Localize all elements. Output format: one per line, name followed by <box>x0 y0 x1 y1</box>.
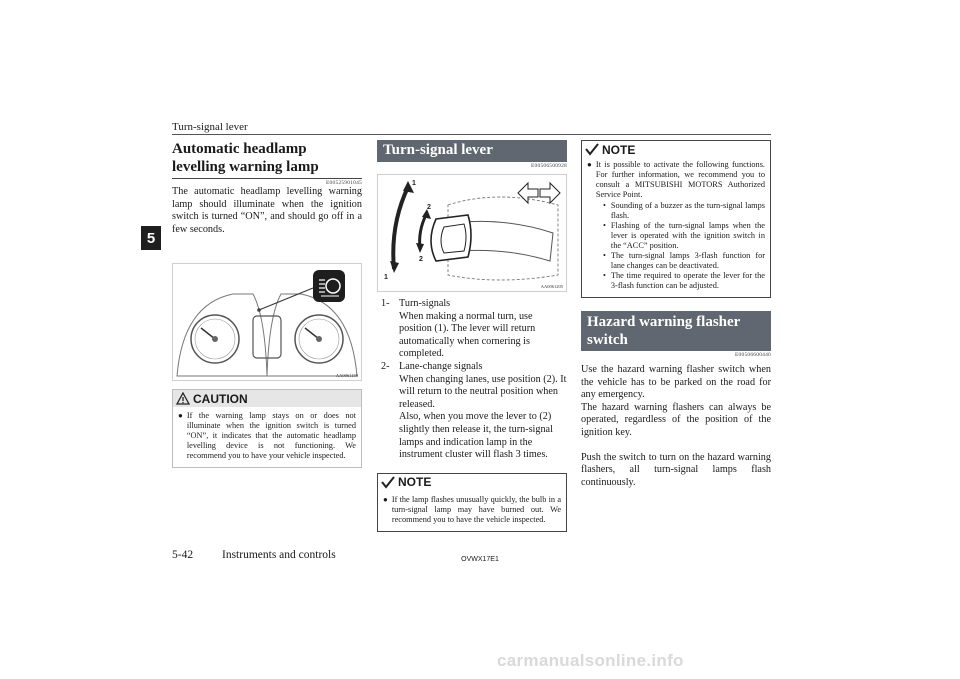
section-code: E00506600440 <box>734 352 771 358</box>
section-code: E00525901045 <box>325 180 362 186</box>
bullet-icon: ● <box>383 494 388 504</box>
warning-triangle-icon <box>176 392 190 405</box>
list-item: • The turn-signal lamps 3-flash function for lane changes can be deactivated. <box>603 251 765 270</box>
caution-text: If the warning lamp stays on or does not illuminate when the ignition switch is turned “ON”, it indicates that the automatic headlamp levelling device is not functioning. We recommend you to have your vehicle inspected. <box>186 411 356 461</box>
hazard-text-2: The hazard warning flashers can always be operated, regardless of the position of the ignition key. <box>581 401 771 438</box>
note-box <box>377 473 567 532</box>
section-heading-headlamp: Automatic headlamp levelling warning lamp <box>172 141 319 175</box>
section-heading-turn-signal: Turn-signal lever <box>377 140 567 162</box>
note-text: If the lamp flashes unusually quickly, the bulb in a turn-signal lamp may have burned out. We recommend you to have the vehicle inspected. <box>391 494 561 524</box>
note-title: NOTE <box>398 475 432 490</box>
column-right <box>581 140 771 489</box>
section-heading-hazard: Hazard warning flasher switch <box>581 311 771 351</box>
watermark: carmanualsonline.info <box>497 651 684 670</box>
list-item: 1- Turn-signals When making a normal turn, use position (1). The lever will return automatically when cornering is completed. <box>381 298 536 360</box>
checkmark-icon <box>585 143 599 156</box>
bullet-icon: ● <box>587 160 592 169</box>
checkmark-icon <box>381 476 395 489</box>
turn-signal-lever-figure <box>377 174 567 292</box>
label-position-1-top: 1 <box>412 180 416 187</box>
hazard-text-3: Push the switch to turn on the hazard warning flashers, all turn-signal lamps flash continuously. <box>581 451 771 488</box>
note-box <box>581 140 771 298</box>
list-item: • The time required to operate the lever for the 3-flash function can be adjusted. <box>603 271 765 290</box>
heading-rule <box>172 178 362 179</box>
instrument-cluster-illustration <box>173 264 361 380</box>
hazard-text-1: Use the hazard warning flasher switch when the vehicle has to be parked on the road for any emergency. <box>581 364 771 401</box>
list-item: 2- Lane-change signals When changing lanes, use position (2). It will return to the neutral position when released. Also, when you move the lever to (2) slightly then release it, the turn-signal lamps and indication lamp in the instrument cluster will flash 3 times. <box>381 360 567 461</box>
caution-box <box>172 389 362 468</box>
label-position-2-bottom: 2 <box>419 256 423 263</box>
note-sub-list <box>603 201 765 291</box>
label-position-1-bottom: 1 <box>384 274 388 281</box>
doc-code: OVWX17E1 <box>461 556 499 563</box>
footer-section: Instruments and controls <box>222 549 336 561</box>
caution-header <box>173 390 361 407</box>
header-rule <box>172 134 771 135</box>
column-left <box>172 140 362 468</box>
instrument-cluster-figure <box>172 263 362 381</box>
label-position-2-top: 2 <box>427 204 431 211</box>
list-item: • Sounding of a buzzer as the turn-signal lamps flash. <box>603 201 765 220</box>
note-header <box>378 474 566 491</box>
chapter-tab: 5 <box>141 226 161 250</box>
turn-signal-lever-illustration <box>378 175 566 291</box>
caution-title: CAUTION <box>193 391 248 406</box>
column-middle <box>377 140 567 532</box>
note-title: NOTE <box>602 142 636 157</box>
page-number: 5-42 <box>172 549 194 561</box>
figure-code: AA0061159 <box>335 373 358 379</box>
bullet-icon: ● <box>178 411 183 421</box>
lever-positions-list <box>377 298 567 462</box>
headlamp-description: The automatic headlamp levelling warning lamp should illuminate when the ignition switch is turned “ON”, and should go off in a few seconds. <box>172 186 362 235</box>
section-code: E00506500928 <box>530 163 567 169</box>
page-header-title: Turn-signal lever <box>172 121 248 133</box>
note-text: It is possible to activate the following functions. For further information, we recommend you to consult a MITSUBISHI MOTORS Authorized Service Point. <box>595 160 765 199</box>
list-item: • Flashing of the turn-signal lamps when the lever is operated with the ignition switch in the “ACC” position. <box>603 221 765 250</box>
figure-code: AA0061205 <box>540 284 563 289</box>
note-header <box>582 141 770 158</box>
